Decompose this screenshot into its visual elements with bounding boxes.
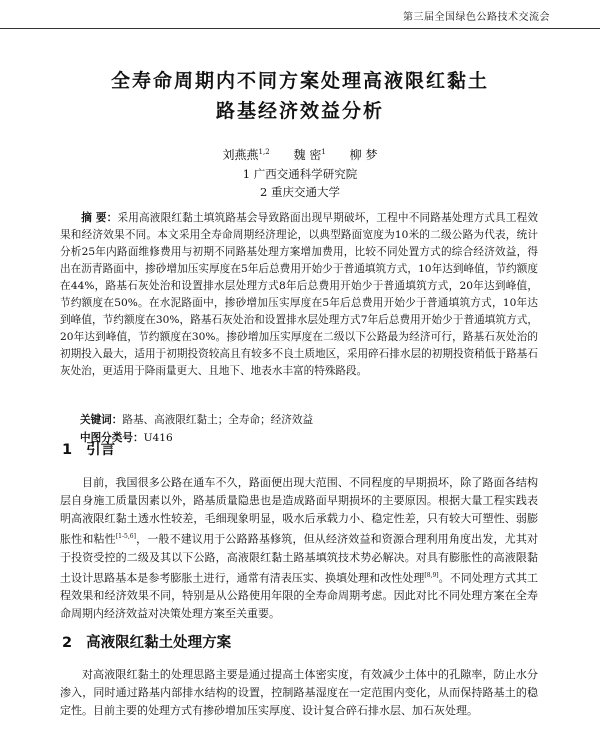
abstract-text: 采用高液限红黏土填筑路基会导致路面出现早期破坏，工程中不同路基处理方式具工程效果和经济效果不同。本文采用全寿命周期经济理论，以典型路面宽度为10米的二级公路为代表，统计分析25年内路面维修费用与初期不同路基处理方案增加费用，比较不同处置方式的综合经济效益，得出在沥青路面中，掺砂增加压实厚度在5年后总费用开始少于普通填筑方式，10年达到峰值，节约额度在44%，路基石灰处治和设置排水层处理方式8年后总费用开始少于普通填筑方式，20年达到峰值，节约额度在50%。在水泥路面中，掺砂增加压实厚度在5年后总费用开始少于普通填筑方式，10年达到峰值，节约额度在30%，路基石灰处治和设置排水层处理方式7年后总费用开始少于普通填筑方式，20年达到峰值，节约额度在30%。掺砂增加压实厚度在二级以下公路最为经济可行，路基石灰处治的初期投入最大，适用于初期投资较高且有较多不良土质地区，采用碎石排水层的初期投资稍低于路基石灰处治，更适用于降雨量更大、且地下、地表水丰富的特殊路段。 (60, 212, 538, 377)
paper-title-line-1: 全寿命周期内不同方案处理高液限红黏土 (110, 70, 489, 92)
intro-text-b: ，一般不建议用于公路路基修筑，但从经济效益和资源合理利用角度出发，尤其对于投资受控的二级及其以下公路，高液限红黏土路基填筑技术势必解决。对具有膨胀性的高液限黏土设计思路基本是参考膨胀土进行，通常有清表压实、换填处理和改性处理 (60, 532, 538, 585)
intro-text-a: 目前，我国很多公路在通车不久，路面便出现大范围、不同程度的早期损坏，除了路面各结构层自身施工质量因素以外，路基质量隐患也是造成路面早期损坏的主要原因。根据大量工程实践表明高液限红黏土透水性较差，毛细现象明显，吸水后承载力小、稳定性差，只有较大可塑性、弱膨胀性和粘性 (60, 476, 538, 546)
author-name: 柳 梦 (349, 148, 378, 162)
affiliation-2: 2 重庆交通大学 (260, 185, 340, 199)
classification-text: U416 (143, 432, 173, 444)
author-affil-mark: 1 (321, 148, 326, 156)
running-title: 第三届全国绿色公路技术交流会 (403, 12, 550, 23)
abstract-label: 摘 要： (81, 212, 118, 224)
intro-paragraph (60, 474, 538, 623)
section-number: 1 (62, 442, 73, 458)
affiliation-1: 1 广西交通科学研究院 (242, 167, 358, 181)
author-name: 魏 密 (293, 148, 322, 162)
running-header (0, 0, 600, 29)
abstract (60, 210, 538, 380)
author (223, 148, 270, 162)
classification-label: 中图分类号： (80, 432, 144, 444)
author (294, 148, 326, 162)
section-title: 引言 (86, 442, 116, 458)
keywords-label: 关键词： (80, 414, 123, 426)
treatment-paragraph: 对高液限红黏土的处理思路主要是通过提高土体密实度，有效减少土体中的孔隙率，防止水分渗入，同时通过路基内部排水结构的设置，控制路基湿度在一定范围内变化，从而保持路基土的稳定性。目前主要的处理方式有掺砂增加压实厚度、设计复合碎石排水层、加石灰处理。 (60, 668, 538, 717)
author-name: 刘燕燕 (222, 148, 259, 162)
author (350, 148, 378, 162)
intro-text-c: 。不同处理方式其工程效果和经济效果不同，特别是从公路使用年限的全寿命周期考虑。因此对比不同处理方案在全寿命周期内经济效益对决策处理方案至关重要。 (60, 571, 539, 621)
section-heading-intro (62, 438, 115, 459)
citation: [8,9] (424, 571, 439, 579)
section-heading-treatment (62, 631, 231, 652)
paper-title-line-2: 路基经济效益分析 (215, 100, 384, 122)
section-title: 高液限红黏土处理方案 (86, 635, 232, 651)
author-list (0, 146, 600, 163)
keywords-text: 路基、高液限红黏土；全寿命；经济效益 (122, 414, 314, 426)
section-number: 2 (62, 635, 73, 651)
citation: [1-5,6] (115, 533, 136, 540)
keywords (80, 412, 313, 427)
author-affil-mark: 1,2 (258, 148, 270, 156)
